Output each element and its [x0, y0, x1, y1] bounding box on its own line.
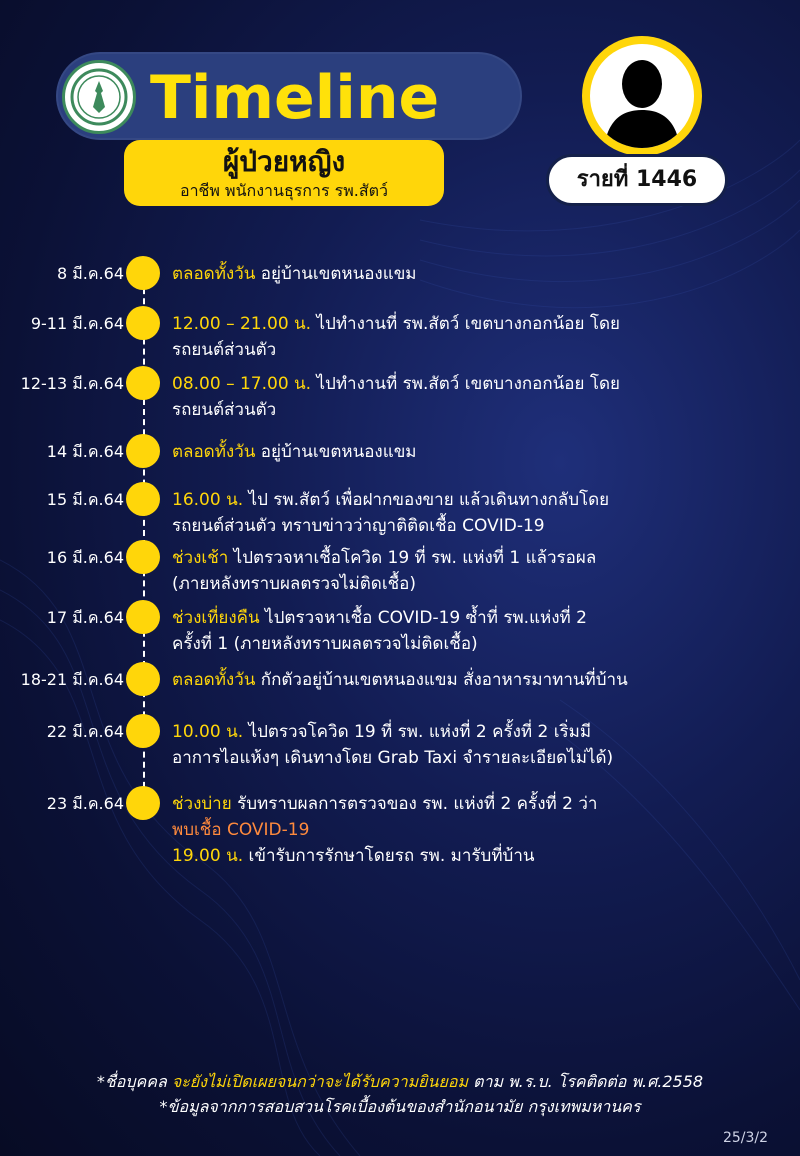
timeline-description: รถยนต์ส่วนตัว ทราบข่าวว่าญาติติดเชื้อ COVID-19 — [172, 516, 545, 536]
timeline-description: ไป รพ.สัตว์ เพื่อฝากของขาย แล้วเดินทางกลับโดย — [243, 490, 610, 510]
timeline-description: อยู่บ้านเขตหนองแขม — [255, 264, 417, 284]
footer-note-1-a: *ชื่อบุคคล — [96, 1072, 172, 1091]
timeline-description: ไปตรวจหาเชื้อโควิด 19 ที่ รพ. แห่งที่ 1 แล้วรอผล — [228, 548, 597, 568]
case-number-badge: รายที่ 1446 — [546, 154, 728, 206]
timeline-dot — [126, 306, 160, 340]
timeline-description: ไปตรวจโควิด 19 ที่ รพ. แห่งที่ 2 ครั้งที่ 2 เริ่มมี — [243, 722, 592, 742]
timeline-text-line — [172, 398, 782, 422]
footer-note-1-b: ตาม พ.ร.บ. โรคติดต่อ พ.ศ.2558 — [468, 1072, 704, 1091]
timeline-time-highlight: ช่วงเช้า — [172, 548, 229, 568]
timeline-date: 16 มี.ค.64 — [46, 548, 124, 567]
timeline-dot — [126, 600, 160, 634]
timeline-text-line — [172, 818, 782, 842]
timeline-dot — [126, 434, 160, 468]
timeline-date: 22 มี.ค.64 — [46, 722, 124, 741]
timeline-text-line — [172, 546, 782, 570]
timeline-date: 17 มี.ค.64 — [46, 608, 124, 627]
timeline-dot — [126, 662, 160, 696]
timeline-date: 23 มี.ค.64 — [46, 794, 124, 813]
footer-note-1-highlight: จะยังไม่เปิดเผยจนกว่าจะได้รับความยินยอม — [171, 1072, 468, 1091]
timeline-date: 12-13 มี.ค.64 — [20, 374, 124, 393]
date-stamp: 25/3/2 — [722, 1130, 768, 1146]
timeline-description: ไปทำงานที่ รพ.สัตว์ เขตบางกอกน้อย โดย — [311, 314, 620, 334]
timeline-description: รถยนต์ส่วนตัว — [172, 400, 277, 420]
timeline-dot — [126, 482, 160, 516]
timeline-description: ไปทำงานที่ รพ.สัตว์ เขตบางกอกน้อย โดย — [311, 374, 620, 394]
timeline-text-line — [172, 514, 782, 538]
person-silhouette-icon — [590, 44, 694, 148]
footer-note-2: *ข้อมูลจากการสอบสวนโรคเบื้องต้นของสำนักอนามัย กรุงเทพมหานคร — [159, 1097, 641, 1116]
timeline-text-line — [172, 720, 782, 744]
timeline-text-line — [172, 668, 782, 692]
patient-title: ผู้ป่วยหญิง — [222, 145, 346, 178]
timeline-description: (ภายหลังทราบผลตรวจไม่ติดเชื้อ) — [172, 574, 417, 594]
timeline-date: 15 มี.ค.64 — [46, 490, 124, 509]
timeline-dot — [126, 540, 160, 574]
timeline-description: ครั้งที่ 1 (ภายหลังทราบผลตรวจไม่ติดเชื้อ) — [172, 634, 478, 654]
timeline-time-highlight: ตลอดทั้งวัน — [172, 264, 256, 284]
timeline-date: 8 มี.ค.64 — [56, 264, 124, 283]
timeline-dot — [126, 714, 160, 748]
timeline-time-highlight: ตลอดทั้งวัน — [172, 442, 256, 462]
timeline-text-line — [172, 440, 782, 464]
timeline-time-highlight: 16.00 น. — [172, 490, 244, 510]
timeline-date: 14 มี.ค.64 — [46, 442, 124, 461]
timeline-text-line — [172, 632, 782, 656]
timeline-warning-text: พบเชื้อ COVID-19 — [172, 820, 310, 840]
timeline-description: อาการไอแห้งๆ เดินทางโดย Grab Taxi จำรายละเอียดไม่ได้) — [172, 748, 614, 768]
timeline-description: รถยนต์ส่วนตัว — [172, 340, 277, 360]
timeline-time-highlight: 10.00 น. — [172, 722, 244, 742]
timeline-text-line — [172, 372, 782, 396]
timeline-text-line — [172, 792, 782, 816]
timeline-text-line — [172, 312, 782, 336]
timeline-time-highlight: 19.00 น. — [172, 846, 244, 866]
timeline-time-highlight: 08.00 – 17.00 น. — [172, 374, 312, 394]
timeline-text-line — [172, 262, 782, 286]
timeline-time-highlight: ตลอดทั้งวัน — [172, 670, 256, 690]
patient-info-box — [124, 140, 444, 206]
patient-occupation: อาชีพ พนักงานธุรการ รพ.สัตว์ — [179, 181, 389, 200]
timeline-description: เข้ารับการรักษาโดยรถ รพ. มารับที่บ้าน — [243, 846, 535, 866]
page-title: Timeline — [150, 63, 440, 133]
timeline-date: 18-21 มี.ค.64 — [20, 670, 124, 689]
timeline-text-line — [172, 572, 782, 596]
bangkok-seal-logo — [62, 60, 136, 134]
avatar — [582, 36, 702, 156]
timeline-text-line — [172, 488, 782, 512]
timeline-description: รับทราบผลการตรวจของ รพ. แห่งที่ 2 ครั้งที่ 2 ว่า — [231, 794, 598, 814]
timeline-description: ไปตรวจหาเชื้อ COVID-19 ซ้ำที่ รพ.แห่งที่ 2 — [259, 608, 587, 628]
timeline-dot — [126, 366, 160, 400]
timeline-dot — [126, 786, 160, 820]
timeline-time-highlight: ช่วงบ่าย — [172, 794, 232, 814]
timeline-text-line — [172, 606, 782, 630]
timeline-description: กักตัวอยู่บ้านเขตหนองแขม สั่งอาหารมาทานที่บ้าน — [255, 670, 628, 690]
timeline-description: อยู่บ้านเขตหนองแขม — [255, 442, 417, 462]
timeline-time-highlight: ช่วงเที่ยงคืน — [172, 608, 260, 628]
timeline-dot — [126, 256, 160, 290]
timeline-text-line — [172, 746, 782, 770]
footer-note-1 — [0, 1070, 800, 1094]
timeline-time-highlight: 12.00 – 21.00 น. — [172, 314, 312, 334]
timeline-date: 9-11 มี.ค.64 — [30, 314, 124, 333]
timeline-text-line — [172, 338, 782, 362]
timeline-text-line — [172, 844, 782, 868]
